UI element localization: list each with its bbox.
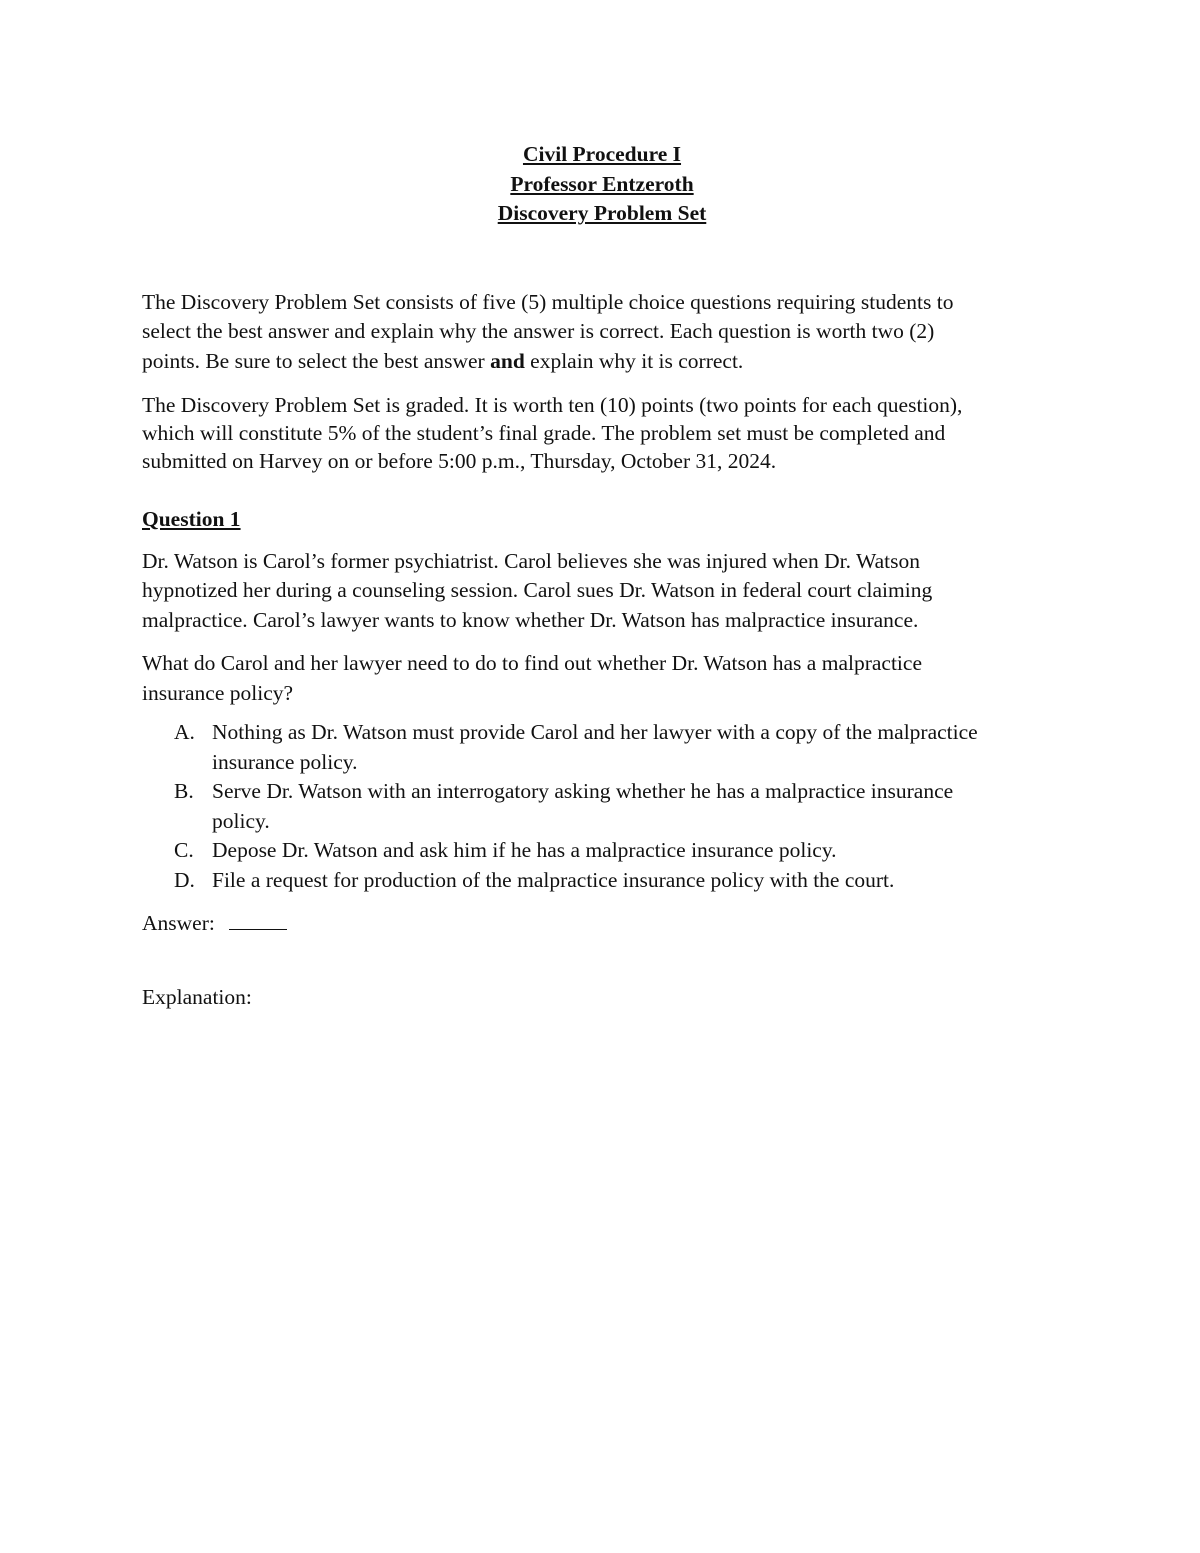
intro-p1-line3-start: points. Be sure to select the best answer bbox=[142, 348, 491, 373]
option-text-line: insurance policy. bbox=[212, 749, 358, 774]
prompt-line: insurance policy? bbox=[142, 680, 294, 705]
answer-options bbox=[142, 718, 1062, 895]
question-1-prompt bbox=[142, 649, 1062, 708]
scenario-line: Dr. Watson is Carol’s former psychiatrist. Carol believes she was injured when Dr. Watson bbox=[142, 548, 920, 573]
intro-p1-line bbox=[142, 347, 1062, 377]
question-1-scenario bbox=[142, 547, 1062, 636]
option-d bbox=[142, 866, 1062, 896]
option-text-line: File a request for production of the malpractice insurance policy with the court. bbox=[212, 867, 895, 892]
option-text-line: Nothing as Dr. Watson must provide Carol and her lawyer with a copy of the malpractice bbox=[212, 720, 978, 744]
option-text-line: Depose Dr. Watson and ask him if he has a malpractice insurance policy. bbox=[212, 838, 837, 862]
option-text-line: policy. bbox=[212, 808, 270, 833]
explanation-label: Explanation: bbox=[142, 984, 252, 1009]
option-text bbox=[212, 866, 1062, 896]
document-header bbox=[142, 140, 1062, 229]
intro-paragraph-2 bbox=[142, 391, 1062, 475]
assignment-title: Discovery Problem Set bbox=[497, 201, 707, 225]
option-b bbox=[142, 777, 1062, 836]
answer-label: Answer: bbox=[142, 911, 215, 935]
scenario-line: hypnotized her during a counseling session. Carol sues Dr. Watson in federal court claiming bbox=[142, 578, 933, 602]
answer-row bbox=[142, 909, 1062, 939]
option-c bbox=[142, 836, 1062, 866]
professor-name: Professor Entzeroth bbox=[510, 171, 694, 196]
answer-blank[interactable] bbox=[229, 911, 287, 930]
option-letter: C. bbox=[174, 838, 194, 862]
option-letter: B. bbox=[174, 779, 194, 803]
option-text bbox=[212, 777, 1062, 836]
intro-p1-emphasis: and bbox=[490, 348, 525, 373]
course-title: Civil Procedure I bbox=[522, 142, 682, 166]
prompt-line: What do Carol and her lawyer need to do to find out whether Dr. Watson has a malpractice bbox=[142, 651, 922, 675]
question-1-heading: Question 1 bbox=[142, 507, 241, 531]
option-letter: D. bbox=[174, 867, 195, 892]
intro-p1-line: The Discovery Problem Set consists of five (5) multiple choice questions requiring students to bbox=[142, 289, 954, 314]
intro-p2-line: which will constitute 5% of the student’s final grade. The problem set must be completed and bbox=[142, 421, 946, 445]
option-letter: A. bbox=[174, 720, 195, 744]
option-a bbox=[142, 718, 1062, 777]
intro-p2-line: submitted on Harvey on or before 5:00 p.m., Thursday, October 31, 2024. bbox=[142, 449, 777, 473]
intro-p1-line: select the best answer and explain why the answer is correct. Each question is worth two (2) bbox=[142, 319, 935, 343]
intro-p2-line: The Discovery Problem Set is graded. It is worth ten (10) points (two points for each question), bbox=[142, 393, 963, 417]
scenario-line: malpractice. Carol’s lawyer wants to know whether Dr. Watson has malpractice insurance. bbox=[142, 607, 919, 632]
intro-paragraph-1 bbox=[142, 288, 1062, 377]
option-text-line: Serve Dr. Watson with an interrogatory asking whether he has a malpractice insurance bbox=[212, 779, 954, 803]
option-text bbox=[212, 836, 1062, 866]
document-page bbox=[142, 140, 1062, 1012]
intro-p1-line3-end: explain why it is correct. bbox=[524, 348, 744, 373]
option-text bbox=[212, 718, 1062, 777]
